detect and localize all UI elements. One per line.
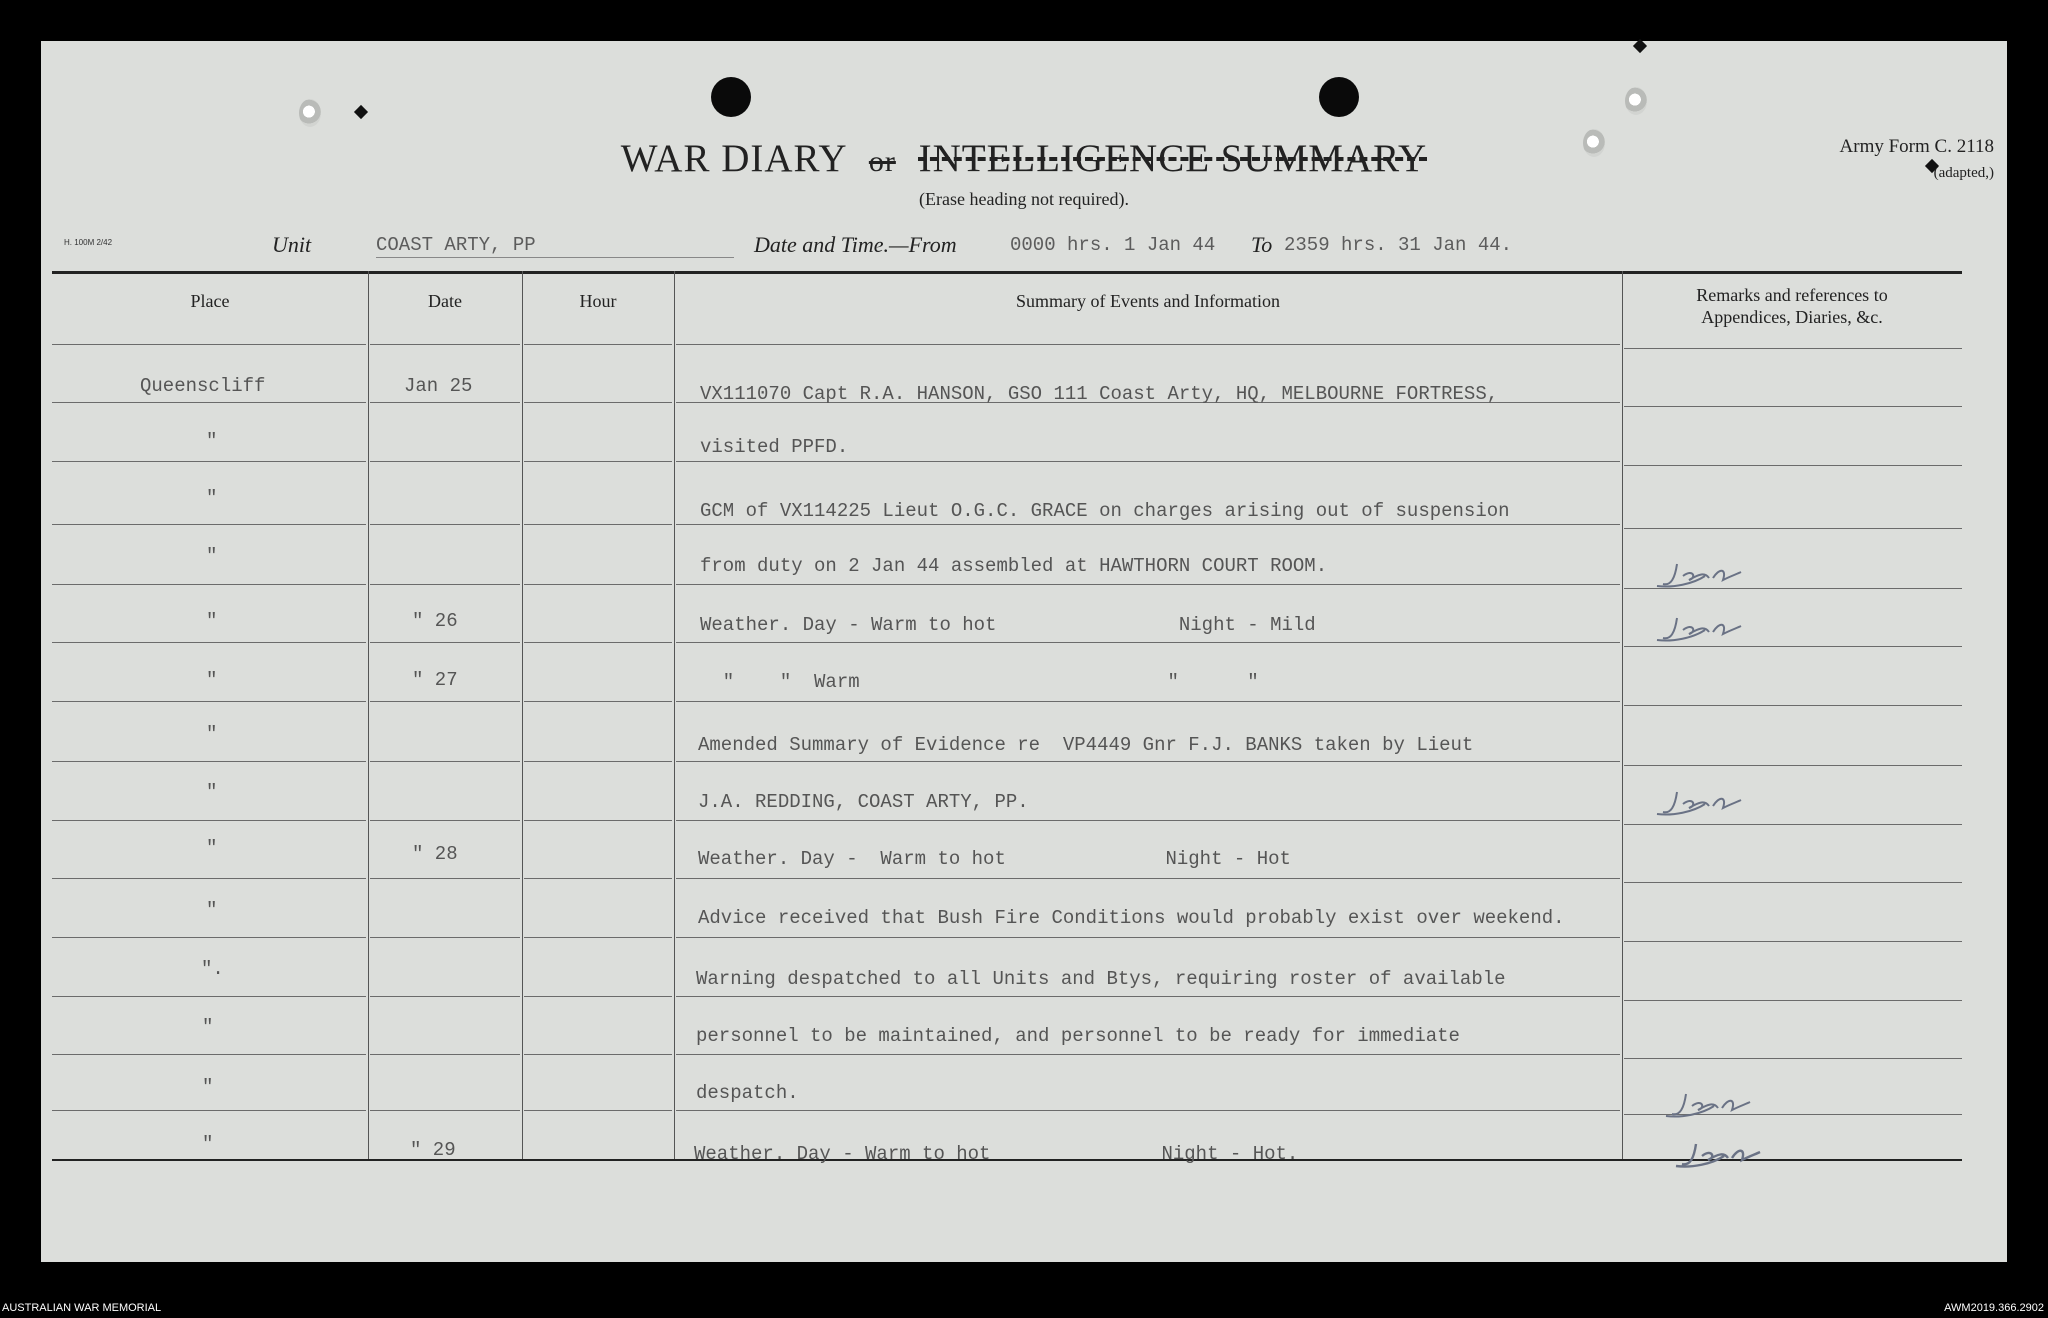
- column-divider: [1622, 271, 1623, 1159]
- row-rule: [524, 761, 672, 762]
- signature-initials: [1653, 610, 1743, 646]
- row-rule: [370, 820, 520, 821]
- row-rule: [370, 584, 520, 585]
- row-rule: [524, 937, 672, 938]
- row-date: " 27: [412, 669, 458, 691]
- footer-credit: AUSTRALIAN WAR MEMORIAL: [2, 1302, 162, 1314]
- unit-label: Unit: [272, 232, 312, 257]
- to-value: 2359 hrs. 31 Jan 44.: [1284, 234, 1513, 256]
- diary-sheet: [41, 41, 2007, 1262]
- row-rule: [1624, 1058, 1962, 1059]
- row-rule: [1624, 824, 1962, 825]
- ink-mark: [354, 105, 368, 119]
- row-rule: [370, 344, 520, 345]
- row-rule: [524, 584, 672, 585]
- signature-initials: [1662, 1086, 1752, 1122]
- row-rule: [52, 820, 366, 821]
- row-rule: [52, 761, 366, 762]
- row-summary: from duty on 2 Jan 44 assembled at HAWTHORN COURT ROOM.: [700, 555, 1328, 577]
- row-rule: [52, 402, 366, 403]
- row-summary: Amended Summary of Evidence re VP4449 Gnr F.J. BANKS taken by Lieut: [698, 734, 1474, 756]
- row-date: " 26: [412, 610, 458, 632]
- row-place: ": [202, 1016, 214, 1038]
- row-rule: [676, 701, 1620, 702]
- footer-reference: AWM2019.366.2902: [1944, 1302, 2044, 1314]
- row-rule: [524, 402, 672, 403]
- row-rule: [52, 461, 366, 462]
- row-place: ": [202, 1076, 214, 1098]
- row-rule: [676, 344, 1620, 345]
- row-date: Jan 25: [404, 375, 473, 397]
- row-summary: " " Warm " ": [700, 671, 1259, 693]
- row-summary: J.A. REDDING, COAST ARTY, PP.: [698, 791, 1029, 813]
- table-top-border: [52, 271, 1962, 274]
- row-rule: [676, 1054, 1620, 1055]
- row-rule: [52, 1054, 366, 1055]
- row-rule: [676, 461, 1620, 462]
- row-rule: [676, 878, 1620, 879]
- punch-hole-right: [1319, 77, 1359, 117]
- row-rule: [524, 996, 672, 997]
- row-rule: [676, 642, 1620, 643]
- row-rule: [1624, 406, 1962, 407]
- row-rule: [1624, 882, 1962, 883]
- from-value: 0000 hrs. 1 Jan 44: [1010, 234, 1216, 256]
- staple-hole: [299, 99, 321, 127]
- row-rule: [370, 1054, 520, 1055]
- date-time-label: Date and Time.—From: [754, 232, 957, 257]
- row-place: ": [206, 430, 218, 452]
- row-rule: [370, 701, 520, 702]
- row-rule: [1624, 941, 1962, 942]
- row-rule: [370, 761, 520, 762]
- row-rule: [1624, 765, 1962, 766]
- title-struck: INTELLIGENCE SUMMARY: [918, 137, 1428, 180]
- row-rule: [370, 524, 520, 525]
- row-place: ": [206, 837, 218, 859]
- row-rule: [1624, 646, 1962, 647]
- row-summary: visited PPFD.: [700, 436, 849, 458]
- row-rule: [52, 1110, 366, 1111]
- row-rule: [52, 878, 366, 879]
- form-adapted: (adapted,): [1933, 165, 1994, 181]
- row-rule: [524, 701, 672, 702]
- row-rule: [1624, 528, 1962, 529]
- row-rule: [524, 878, 672, 879]
- row-summary: Weather. Day - Warm to hot Night - Hot.: [694, 1143, 1299, 1165]
- punch-hole-left: [711, 77, 751, 117]
- row-rule: [676, 1110, 1620, 1111]
- row-summary: VX111070 Capt R.A. HANSON, GSO 111 Coast Arty, HQ, MELBOURNE FORTRESS,: [700, 383, 1499, 405]
- header-remarks: [1622, 284, 1962, 328]
- to-label: To: [1251, 232, 1273, 257]
- row-rule: [676, 937, 1620, 938]
- row-rule: [524, 820, 672, 821]
- staple-hole: [1625, 87, 1647, 115]
- row-summary: Weather. Day - Warm to hot Night - Mild: [700, 614, 1316, 636]
- erase-note: (Erase heading not required).: [919, 189, 1129, 209]
- form-number-block: [1840, 134, 1994, 186]
- header-place: Place: [190, 291, 230, 311]
- row-place: ": [206, 781, 218, 803]
- row-rule: [1624, 465, 1962, 466]
- row-rule: [1624, 1000, 1962, 1001]
- header-date: Date: [428, 291, 462, 311]
- title-or: or: [868, 145, 896, 178]
- row-rule: [52, 996, 366, 997]
- header-summary: Summary of Events and Information: [1016, 291, 1280, 311]
- column-divider: [368, 271, 369, 1159]
- row-rule: [1624, 705, 1962, 706]
- row-rule: [52, 701, 366, 702]
- row-rule: [370, 1110, 520, 1111]
- column-divider: [522, 271, 523, 1159]
- row-place: ": [202, 1133, 214, 1155]
- row-rule: [676, 761, 1620, 762]
- row-rule: [370, 996, 520, 997]
- signature-initials: [1672, 1136, 1762, 1172]
- row-place: ": [206, 899, 218, 921]
- row-summary: Weather. Day - Warm to hot Night - Hot: [698, 848, 1291, 870]
- signature-initials: [1653, 556, 1743, 592]
- row-rule: [524, 344, 672, 345]
- row-place: Queenscliff: [140, 375, 266, 397]
- row-rule: [52, 344, 366, 345]
- column-divider: [674, 271, 675, 1159]
- row-place: ": [206, 610, 218, 632]
- row-rule: [676, 996, 1620, 997]
- unit-value: COAST ARTY, PP: [376, 234, 734, 258]
- header-hour: Hour: [579, 291, 617, 311]
- row-summary: despatch.: [696, 1082, 799, 1104]
- row-rule: [676, 820, 1620, 821]
- row-rule: [370, 461, 520, 462]
- row-rule: [676, 524, 1620, 525]
- row-rule: [524, 1110, 672, 1111]
- title-main: WAR DIARY: [620, 137, 847, 180]
- signature-initials: [1653, 784, 1743, 820]
- header-remarks-line2: Appendices, Diaries, &c.: [1701, 307, 1883, 327]
- row-rule: [52, 937, 366, 938]
- row-rule: [524, 524, 672, 525]
- header-remarks-line1: Remarks and references to: [1696, 285, 1888, 305]
- row-date: " 28: [412, 843, 458, 865]
- form-number: Army Form C. 2118: [1839, 136, 1994, 157]
- row-summary: Warning despatched to all Units and Btys, requiring roster of available: [696, 968, 1506, 990]
- row-date: " 29: [410, 1139, 456, 1161]
- row-rule: [524, 642, 672, 643]
- row-place: ".: [201, 958, 224, 980]
- row-rule: [1624, 348, 1962, 349]
- row-rule: [52, 584, 366, 585]
- row-rule: [370, 642, 520, 643]
- row-summary: Advice received that Bush Fire Conditions would probably exist over weekend.: [698, 907, 1565, 929]
- row-rule: [370, 878, 520, 879]
- row-rule: [52, 524, 366, 525]
- row-rule: [370, 402, 520, 403]
- ink-mark: [1633, 39, 1647, 53]
- row-rule: [524, 1054, 672, 1055]
- row-place: ": [206, 487, 218, 509]
- row-summary: GCM of VX114225 Lieut O.G.C. GRACE on charges arising out of suspension: [700, 500, 1510, 522]
- row-place: ": [206, 723, 218, 745]
- row-rule: [370, 937, 520, 938]
- row-rule: [676, 584, 1620, 585]
- document-title: [0, 136, 2048, 181]
- row-place: ": [206, 669, 218, 691]
- row-summary: personnel to be maintained, and personnel to be ready for immediate: [696, 1025, 1460, 1047]
- row-rule: [524, 461, 672, 462]
- row-place: ": [206, 545, 218, 567]
- print-code: H. 100M 2/42: [64, 238, 113, 247]
- row-rule: [52, 642, 366, 643]
